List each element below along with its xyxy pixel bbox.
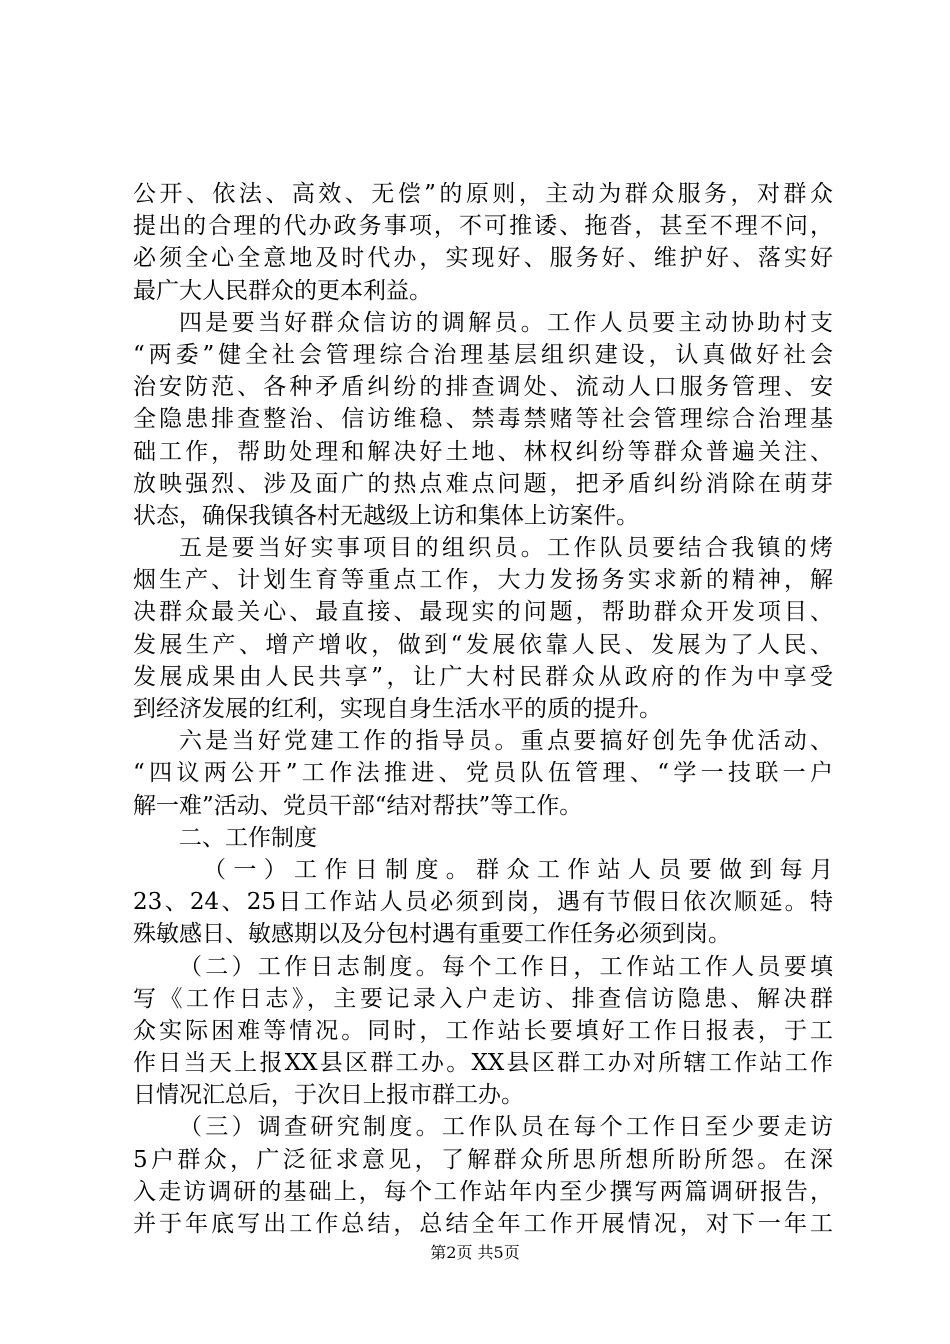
text-line: 解一难”活动、党员干部“结对帮扶”等工作。 — [133, 792, 583, 819]
text-line: 23、24、25日工作站人员必须到岗，遇有节假日依次顺延。特 — [133, 889, 833, 916]
page-footer — [0, 1243, 950, 1263]
text-line: “两委”健全社会管理综合治理基层组织建设，认真做好社会 — [133, 341, 833, 368]
text-line: 日情况汇总后，于次日上报市群工办。 — [133, 1082, 524, 1109]
text-line: 入走访调研的基础上，每个工作站年内至少撰写两篇调研报告， — [133, 1178, 833, 1205]
text-line: （三）调查研究制度。工作队员在每个工作日至少要走访 — [179, 1114, 833, 1141]
text-line: 提出的合理的代办政务事项，不可推诿、拖沓，甚至不理不问， — [133, 213, 833, 240]
text-line: 必须全心全意地及时代办，实现好、服务好、维护好、落实好 — [133, 245, 833, 272]
text-line: 二、工作制度 — [179, 824, 317, 851]
text-line: 最广大人民群众的更本利益。 — [133, 277, 432, 304]
text-line: 放映强烈、涉及面广的热点难点问题，把矛盾纠纷消除在萌芽 — [133, 470, 833, 497]
text-line: “四议两公开”工作法推进、党员队伍管理、“学一技联一户 — [133, 760, 833, 787]
text-line: 础工作，帮助处理和解决好土地、林权纠纷等群众普遍关注、 — [133, 438, 833, 465]
text-line: 作日当天上报XX县区群工办。XX县区群工办对所辖工作站工作 — [133, 1050, 833, 1077]
text-line: 六是当好党建工作的指导员。重点要搞好创先争优活动、 — [179, 728, 833, 755]
text-line: 状态，确保我镇各村无越级上访和集体上访案件。 — [133, 502, 639, 529]
text-line: 全隐患排查整治、信访维稳、禁毒禁赌等社会管理综合治理基 — [133, 406, 833, 433]
text-line: 众实际困难等情况。同时，工作站长要填好工作日报表，于工 — [133, 1017, 833, 1044]
text-line: （二）工作日志制度。每个工作日，工作站工作人员要填 — [179, 953, 833, 980]
text-line: 并于年底写出工作总结，总结全年工作开展情况，对下一年工 — [133, 1211, 833, 1237]
text-line: 写《工作日志》，主要记录入户走访、排查信访隐患、解决群 — [133, 985, 833, 1012]
text-line: 发展成果由人民共享”，让广大村民群众从政府的作为中享受 — [133, 663, 833, 690]
text-line: 决群众最关心、最直接、最现实的问题，帮助群众开发项目、 — [133, 599, 833, 626]
text-line: 四是要当好群众信访的调解员。工作人员要主动协助村支 — [179, 309, 833, 336]
text-line: 治安防范、各种矛盾纠纷的排查调处、流动人口服务管理、安 — [133, 374, 833, 401]
text-line: （一）工作日制度。群众工作站人员要做到每月 — [203, 856, 833, 883]
text-line: 五是要当好实事项目的组织员。工作队员要结合我镇的烤 — [179, 535, 833, 562]
text-line: 殊敏感日、敏感期以及分包村遇有重要工作任务必须到岗。 — [133, 921, 731, 948]
text-line: 5户群众，广泛征求意见，了解群众所思所想所盼所怨。在深 — [133, 1146, 833, 1173]
text-line: 烟生产、计划生育等重点工作，大力发扬务实求新的精神，解 — [133, 567, 833, 594]
text-line: 公开、依法、高效、无偿”的原则，主动为群众服务，对群众 — [133, 181, 833, 207]
page-number-label: 第2页 共5页 — [430, 1243, 520, 1262]
text-line: 到经济发展的红利，实现自身生活水平的质的提升。 — [133, 696, 662, 722]
document-body — [133, 178, 833, 1240]
text-line: 发展生产、增产增收，做到“发展依靠人民、发展为了人民、 — [133, 631, 833, 658]
